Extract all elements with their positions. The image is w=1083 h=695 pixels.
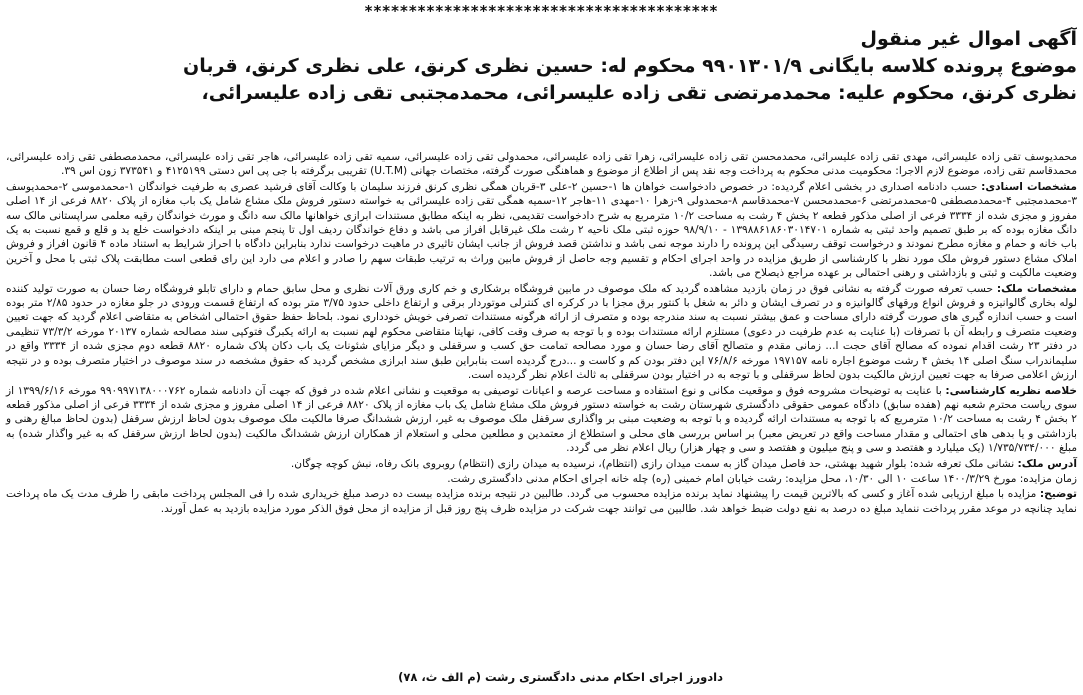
paragraph-parties xyxy=(6,150,1077,179)
paragraph-text: با عنایت به توضیحات مشروحه فوق و موقعیت مکانی و نوع استفاده و مساحت عرصه و اعیانات توصیفی به موقعیت و نشانی اعلام شده در فوق که جهت آن دادنامه شماره ۹۹۰۹۹۷۱۳۸۰۰۰۷۶۲ مورخه ۱۳۹۹/۶/۱۶ از سوی ریاست محترم شعبه نهم (هفده سابق) دادگاه عمومی حقوقی دادگستری شهرستان رشت به خواسته دستور فروش ملک مشاع شامل یک باب مغازه از پلاک ۸۸۲۰ فرعی از ۱۴ اصلی مفروز و مجزی شده از ۳۳۳۴ فرعی از اصلی مذکور قطعه ۲ بخش ۴ رشت به مساحت ۱۰/۲ مترمربع که با توجه به مستندات ارائه گردیده و با توجه به وضعیت مبنی بر واگذاری سرقفل ملک موصوف به غیر، ارزش ششدانگ صرفا مالکیت ملک موصوف بدون لحاظ ارزش سرقفل (بدون لحاظ مبالغ رهنی و بازداشتی و یا بدهی های احتمالی و مقدار مساحت واقع در تعریض معبر) بر اساس بررسی های محلی و استطلاع از معتمدین و مطلعین محلی و استعلام از همکاران ارزش ششدانگ مالکیت (بدون لحاظ ارزش سرقفل که به غیر واگذار شده) به مبلغ ۱/۷۳۵/۷۳۴/۰۰۰ (یک میلیارد و هفتصد و سی و پنج میلیون و هفتصد و سی و چهار هزار) ریال اعلام نظر می گردد. xyxy=(6,384,1077,455)
paragraph-auction-time xyxy=(6,472,1077,486)
paragraph-label: توضیح: xyxy=(1039,488,1077,501)
paragraph-text: نشانی ملک تعرفه شده: بلوار شهید بهشتی، حد فاصل میدان گاز به سمت میدان رازی (انتظام)، نرسیده به میدان رازی (انتظام) روبروی بانک رفاه، نبش کوچه چوگان. xyxy=(290,457,1015,470)
paragraph-property-details xyxy=(6,282,1077,383)
notice-body xyxy=(6,150,1077,517)
paragraph-text: محمدیوسف تقی زاده علیسرائی، مهدی تقی زاده علیسرائی، محمدمحسن تقی زاده علیسرائی، زهرا تقی زاده علیسرائی، محمدولی تقی زاده علیسرائی، سمیه تقی زاده علیسرائی، هاجر تقی زاده علیسرائی، محمدمصطفی تقی زاده علیسرائی، محمدقاسم تقی زاده، موضوع لازم الاجرا: محکومیت مدنی محکوم به پرداخت وجه نقد پس از اطلاع از موضوع و هماهنگی صورت گرفته، مختصات جهانی (U.T.M) تقریبی برگرفته با جی پی اس دستی ۴۱۲۵۱۹۹ و ۳۷۳۵۴۱ زون اس ۳۹. xyxy=(6,151,1077,178)
case-subject-line-1: موضوع پرونده کلاسه بایگانی ۹۹۰۱۳۰۱/۹ محکوم له: حسین نظری کرنق، علی نظری کرنق، قربان xyxy=(183,55,1077,77)
notice-heading xyxy=(6,26,1077,107)
paragraph-document-details xyxy=(6,180,1077,281)
paragraph-text: حسب دادنامه اصداری در بخشی اعلام گردیده: در خصوص دادخواست خواهان ها ۱-حسین ۲-علی ۳-قربان همگی نظری کرنق فرزند سلیمان با وکالت آقای فرشید عصری به طرفیت خواندگان ۱-محمدموسی ۲-محمدیوسف ۳-محمدمجتبی ۴-محمدمصطفی ۵-محمدمرتضی ۶-محمدمحسن ۷-محمدقاسم ۸-محمدولی ۹-زهرا ۱۰-مهدی ۱۱-هاجر ۱۲-سمیه همگی تقی زاده علیسرائی به خواسته دستور فروش ملک مشاع شامل یک باب مغازه از پلاک ۸۸۲۰ فرعی از ۱۴ اصلی مفروز و مجزی شده از ۳۳۳۴ فرعی از اصلی مذکور قطعه ۲ بخش ۴ رشت به مساحت ۱۰/۲ مترمربع به شرح دادخواست تقدیمی، نظر به اینکه مطابق مستندات ابرازی خواهانها مالک سه دانگ و مورث خواندگان رقیه معلمی سراپستانی مالک سه دانگ مغازه بوده که بر طبق تصمیم واحد ثبتی به شماره ۱۳۹۸۸۶۱۸۶۰۳۰۱۴۷۰۱ - ۹۸/۹/۱۰ حوزه ثبتی ملک ناحیه ۲ رشت ملک غیرقابل افراز می باشد و دفاع خواندگان ردیف اول تا پنجم مبنی بر اینکه دادخواست خلع ید و قلع و قمع نسبت به یک باب خانه و حمام و مغازه مطرح نمودند و درخواست توقف رسیدگی این پرونده را دارند موجه نمی باشد و نداشتن قصد فروش از جانب ایشان تاثیری در ماهیت درخواست ندارد بنابراین دادگاه با احراز شرایط به استناد ماده ۴ قانون افراز و فروش املاک مشاع دستور فروش ملک مورد نظر با کارشناسی از طریق مزایده در واحد اجرای احکام و تقسیم وجه حاصل از فروش مابین وراث به ترتیب طبقات سهم را صادر و اعلام می دارد این رای قطعی است مطابقت پلاک ثبتی با محل و آخرین وضعیت مالکیت و ثبتی و بازداشتی و رهنی احتمالی بر عهده مراجع ذیصلاح می باشد. xyxy=(6,180,1078,280)
paragraph-text: حسب تعرفه صورت گرفته به نشانی فوق در زمان بازدید مشاهده گردید که ملک موصوف در مابین فروشگاه برشکاری و خم کاری ورق آلات نظری و محل سابق حمام و دارای تابلو فروشگاه رضا حسان به صورت تولید کننده لوله بخاری گالوانیزه و فروش انواع ورقهای گالوانیزه و در تصرف ایشان و دائر به شغل با کنتور برق مجزا با در کرکره ای کنترلی موتوردار برقی و ارتفاع داخلی حدود ۳/۷۵ متر بوده که ارتفاع قسمت ورودی در جلو مغازه در حدود ۲/۸۵ متر بوده است و حسب اندازه گیری های صورت گرفته دارای مساحت و عمق بیشتر نسبت به سند مندرجه بوده و متصرف از ارائه هرگونه مستندات تصرفی خویش خودداری نمود. بلحاظ حفظ حقوق احتمالی اشخاص به متقاضی اعلام گردید که جهت تعیین وضعیت متصرف و رابطه آن با تصرفات (با عنایت به عدم طرفیت در دعوی) مستلزم ارائه مستندات بوده و با توجه به صرف وقت کافی، نهایتا متقاضی محکوم لهم نسبت به ارائه یکبرگ فتوکپی سند مصالحه شماره ۲۰۱۳۷ مورخه ۷۳/۳/۲ تنظیمی در دفتر ۲۳ رشت اقدام نموده که مصالح آقای حجت ا... زمانی مقدم و متصالح آقای رضا حسان و مورد مصالحه تمامت حق کسب و سرقفلی و دیگر مزایای شئونات یک باب دکان پلاک شماره ۸۸۲۰ قطعه دوم مجزی شده از ۳۳۳۴ واقع در سلیماندراب سنگ اصلی ۱۴ بخش ۴ رشت موضوع اجاره نامه ۱۹۷۱۵۷ مورخه ۷۶/۸/۶ این دفتر بودن کم و کاست و ...درج گردیده است بنابراین طبق سند ابرازی مشخص گردید که حقوق مشخصه در سند موصوف در اختیار متصرف بوده و در نتیجه ارزش اعلامی صرفا به جهت تعیین ارزش مالکیت بدون لحاظ سرقفلی و با توجه به در اختیار بودن سرقفلی به ثالث اعلام نظر گردیده است. xyxy=(6,282,1078,382)
notice-title: آگهی اموال غیر منقول xyxy=(860,28,1077,50)
paragraph-address xyxy=(6,457,1077,471)
paragraph-explanation xyxy=(6,487,1077,516)
paragraph-expert-opinion xyxy=(6,384,1077,456)
paragraph-label: مشخصات ملک: xyxy=(996,282,1077,295)
case-subject-line-2: نظری کرنق، محکوم علیه: محمدمرتضی تقی زاده علیسرائی، محمدمجتبی تقی زاده علیسرائی، xyxy=(201,82,1077,104)
notice-signature: دادورز اجرای احکام مدنی دادگستری رشت (م الف ث، ۷۸) xyxy=(398,670,723,684)
paragraph-label: خلاصه نظریه کارشناسی: xyxy=(945,384,1077,397)
paragraph-text: زمان مزایده: مورخ ۱۴۰۰/۳/۲۹ ساعت ۱۰ الی ۱۰/۳۰، محل مزایده: رشت خیابان امام خمینی (ره) چله خانه اجرای احکام مدنی دادگستری رشت. xyxy=(447,472,1077,485)
paragraph-label: آدرس ملک: xyxy=(1017,457,1077,470)
paragraph-label: مشخصات اسنادی: xyxy=(981,180,1077,193)
star-divider: **************************************** xyxy=(364,2,719,20)
paragraph-text: مزایده با مبلغ ارزیابی شده آغاز و کسی که بالاترین قیمت را پیشنهاد نماید برنده مزایده محسوب می گردد. طالبین در نتیجه برنده مزایده بیست ده درصد مبلغ خریداری شده را فی المجلس پرداخت مابقی را ظرف مدت یک ماه پرداخت نماید چنانچه در موعد مقرر پرداخت ننماید مبلغ ده درصد به نفع دولت ضبط خواهد شد. طالبین می توانند جهت شرکت در مزایده ظرف پنج روز قبل از مزایده از محل فوق الذکر مورد مزایده بازدید به عمل آورند. xyxy=(6,488,1077,515)
